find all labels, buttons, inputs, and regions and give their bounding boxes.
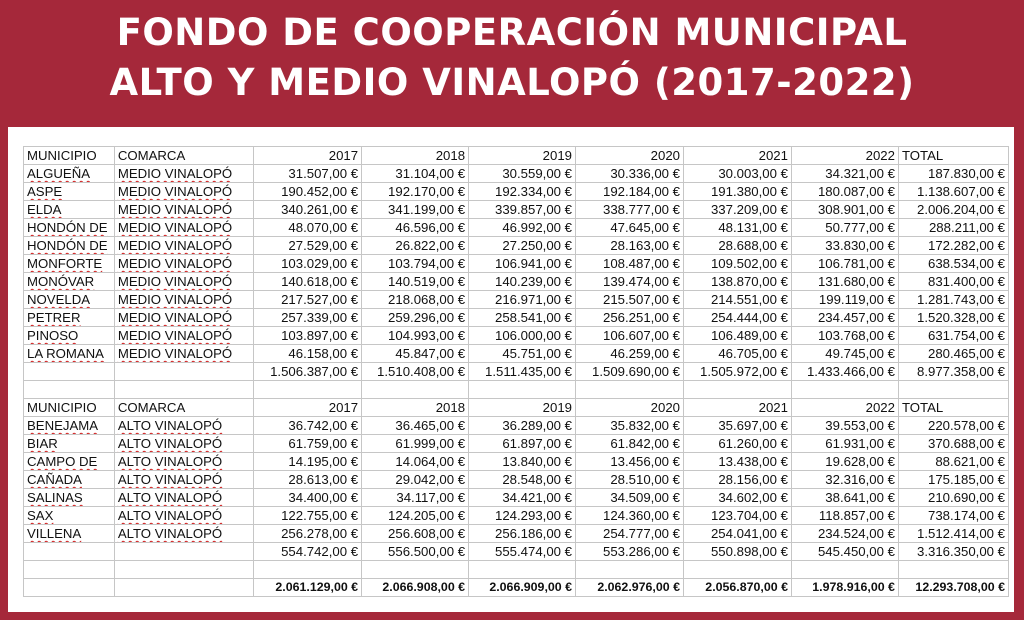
cell-total[interactable]: 631.754,00 € — [898, 327, 1008, 345]
cell-municipio-text: MONÓVAR — [27, 274, 95, 289]
header-comarca[interactable]: COMARCA — [114, 147, 253, 165]
cell-municipio[interactable] — [24, 309, 115, 327]
empty-cell[interactable] — [791, 561, 898, 579]
cell-y2019[interactable]: 106.941,00 € — [469, 255, 576, 273]
subtotal-y2018[interactable]: 556.500,00 € — [362, 543, 469, 561]
table-row — [24, 327, 1009, 345]
fund-table — [23, 146, 1009, 597]
cell-comarca-text: MEDIO VINALOPÓ — [117, 238, 233, 253]
cell-y2018[interactable]: 46.596,00 € — [362, 219, 469, 237]
cell-total[interactable]: 172.282,00 € — [898, 237, 1008, 255]
cell-y2018[interactable]: 34.117,00 € — [362, 489, 469, 507]
empty-cell[interactable] — [362, 561, 469, 579]
empty-cell[interactable] — [24, 543, 115, 561]
empty-cell[interactable] — [254, 381, 362, 399]
empty-cell[interactable] — [898, 381, 1008, 399]
cell-y2020[interactable]: 28.163,00 € — [576, 237, 684, 255]
cell-y2017[interactable]: 103.897,00 € — [254, 327, 362, 345]
cell-y2021[interactable]: 254.041,00 € — [684, 525, 792, 543]
cell-y2019[interactable]: 258.541,00 € — [469, 309, 576, 327]
cell-y2019[interactable]: 28.548,00 € — [469, 471, 576, 489]
cell-municipio[interactable] — [24, 345, 115, 363]
cell-y2018[interactable]: 103.794,00 € — [362, 255, 469, 273]
subtotal-y2022[interactable]: 1.433.466,00 € — [791, 363, 898, 381]
subtotal-y2020[interactable]: 553.286,00 € — [576, 543, 684, 561]
cell-comarca[interactable] — [114, 219, 253, 237]
cell-y2017[interactable]: 256.278,00 € — [254, 525, 362, 543]
cell-y2021[interactable]: 35.697,00 € — [684, 417, 792, 435]
cell-y2022[interactable]: 199.119,00 € — [791, 291, 898, 309]
cell-y2020[interactable]: 108.487,00 € — [576, 255, 684, 273]
cell-y2017[interactable]: 28.613,00 € — [254, 471, 362, 489]
cell-y2022[interactable]: 19.628,00 € — [791, 453, 898, 471]
cell-municipio[interactable] — [24, 471, 115, 489]
page-title — [0, 8, 1024, 108]
subtotal-y2019[interactable]: 1.511.435,00 € — [469, 363, 576, 381]
cell-y2022[interactable]: 234.524,00 € — [791, 525, 898, 543]
cell-y2017[interactable]: 34.400,00 € — [254, 489, 362, 507]
cell-comarca-text: MEDIO VINALOPÓ — [117, 220, 233, 235]
cell-total[interactable]: 280.465,00 € — [898, 345, 1008, 363]
cell-comarca[interactable] — [114, 183, 253, 201]
cell-y2020[interactable]: 46.259,00 € — [576, 345, 684, 363]
cell-y2022[interactable]: 49.745,00 € — [791, 345, 898, 363]
cell-municipio-text: HONDÓN DE — [27, 220, 108, 235]
cell-municipio-text: SAX — [27, 508, 54, 523]
cell-comarca[interactable] — [114, 435, 253, 453]
cell-y2018[interactable]: 104.993,00 € — [362, 327, 469, 345]
header-total[interactable]: TOTAL — [898, 399, 1008, 417]
cell-y2019[interactable]: 216.971,00 € — [469, 291, 576, 309]
table-row — [24, 183, 1009, 201]
empty-cell[interactable] — [469, 381, 576, 399]
table-row — [24, 417, 1009, 435]
empty-cell[interactable] — [24, 561, 115, 579]
cell-municipio-text: PINOSO — [27, 328, 79, 343]
header-municipio[interactable]: MUNICIPIO — [24, 147, 115, 165]
cell-y2021[interactable]: 138.870,00 € — [684, 273, 792, 291]
cell-municipio[interactable] — [24, 291, 115, 309]
cell-y2018[interactable]: 14.064,00 € — [362, 453, 469, 471]
empty-cell[interactable] — [114, 579, 253, 597]
cell-y2020[interactable]: 124.360,00 € — [576, 507, 684, 525]
cell-total[interactable]: 220.578,00 € — [898, 417, 1008, 435]
empty-row — [24, 381, 1009, 399]
cell-y2022[interactable]: 61.931,00 € — [791, 435, 898, 453]
cell-comarca-text: ALTO VINALOPÓ — [117, 526, 223, 541]
cell-comarca-text: ALTO VINALOPÓ — [117, 418, 223, 433]
cell-municipio[interactable] — [24, 219, 115, 237]
cell-municipio[interactable] — [24, 201, 115, 219]
header-y2021[interactable]: 2021 — [684, 399, 792, 417]
header-total[interactable]: TOTAL — [898, 147, 1008, 165]
table-row — [24, 435, 1009, 453]
cell-comarca-text: ALTO VINALOPÓ — [117, 454, 223, 469]
cell-y2020[interactable]: 34.509,00 € — [576, 489, 684, 507]
cell-y2017[interactable]: 257.339,00 € — [254, 309, 362, 327]
cell-y2022[interactable]: 32.316,00 € — [791, 471, 898, 489]
subtotal-total[interactable]: 3.316.350,00 € — [898, 543, 1008, 561]
empty-cell[interactable] — [898, 561, 1008, 579]
cell-y2019[interactable]: 36.289,00 € — [469, 417, 576, 435]
grand-total-row — [24, 579, 1009, 597]
subtotal-y2021[interactable]: 550.898,00 € — [684, 543, 792, 561]
cell-y2021[interactable]: 254.444,00 € — [684, 309, 792, 327]
cell-municipio-text: MONFORTE — [27, 256, 103, 271]
cell-y2020[interactable]: 35.832,00 € — [576, 417, 684, 435]
cell-comarca-text: MEDIO VINALOPÓ — [117, 202, 233, 217]
cell-y2019[interactable]: 34.421,00 € — [469, 489, 576, 507]
subtotal-row — [24, 363, 1009, 381]
cell-total[interactable]: 2.006.204,00 € — [898, 201, 1008, 219]
cell-y2020[interactable]: 106.607,00 € — [576, 327, 684, 345]
cell-y2021[interactable]: 337.209,00 € — [684, 201, 792, 219]
title-line-1: FONDO DE COOPERACIÓN MUNICIPAL — [116, 11, 908, 54]
cell-y2018[interactable]: 259.296,00 € — [362, 309, 469, 327]
empty-cell[interactable] — [24, 363, 115, 381]
subtotal-y2017[interactable]: 554.742,00 € — [254, 543, 362, 561]
cell-comarca-text: MEDIO VINALOPÓ — [117, 166, 233, 181]
cell-municipio-text: BIAR — [27, 436, 58, 451]
cell-municipio[interactable] — [24, 489, 115, 507]
cell-total[interactable]: 1.512.414,00 € — [898, 525, 1008, 543]
subtotal-y2022[interactable]: 545.450,00 € — [791, 543, 898, 561]
cell-comarca-text: MEDIO VINALOPÓ — [117, 184, 233, 199]
grand-total-y2022[interactable]: 1.978.916,00 € — [791, 579, 898, 597]
cell-y2021[interactable]: 13.438,00 € — [684, 453, 792, 471]
cell-total[interactable]: 175.185,00 € — [898, 471, 1008, 489]
cell-y2017[interactable]: 36.742,00 € — [254, 417, 362, 435]
cell-comarca[interactable] — [114, 345, 253, 363]
cell-y2018[interactable]: 140.519,00 € — [362, 273, 469, 291]
header-y2017[interactable]: 2017 — [254, 147, 362, 165]
cell-y2019[interactable]: 124.293,00 € — [469, 507, 576, 525]
cell-municipio[interactable] — [24, 525, 115, 543]
cell-y2017[interactable]: 122.755,00 € — [254, 507, 362, 525]
header-row — [24, 147, 1009, 165]
cell-total[interactable]: 738.174,00 € — [898, 507, 1008, 525]
header-y2022[interactable]: 2022 — [791, 399, 898, 417]
grand-total-y2021[interactable]: 2.056.870,00 € — [684, 579, 792, 597]
subtotal-y2018[interactable]: 1.510.408,00 € — [362, 363, 469, 381]
cell-y2020[interactable]: 30.336,00 € — [576, 165, 684, 183]
header-row — [24, 399, 1009, 417]
cell-y2019[interactable]: 27.250,00 € — [469, 237, 576, 255]
grand-total-y2017[interactable]: 2.061.129,00 € — [254, 579, 362, 597]
cell-municipio[interactable] — [24, 255, 115, 273]
cell-comarca-text: MEDIO VINALOPÓ — [117, 292, 233, 307]
cell-y2018[interactable]: 61.999,00 € — [362, 435, 469, 453]
cell-municipio[interactable] — [24, 273, 115, 291]
subtotal-total[interactable]: 8.977.358,00 € — [898, 363, 1008, 381]
cell-y2019[interactable]: 140.239,00 € — [469, 273, 576, 291]
subtotal-y2021[interactable]: 1.505.972,00 € — [684, 363, 792, 381]
cell-municipio-text: ALGUEÑA — [27, 166, 91, 181]
cell-municipio[interactable] — [24, 165, 115, 183]
cell-y2021[interactable]: 28.156,00 € — [684, 471, 792, 489]
cell-municipio-text: PETRER — [27, 310, 81, 325]
table-row — [24, 237, 1009, 255]
cell-total[interactable]: 288.211,00 € — [898, 219, 1008, 237]
cell-municipio-text: VILLENA — [27, 526, 82, 541]
cell-y2018[interactable]: 124.205,00 € — [362, 507, 469, 525]
table-row — [24, 273, 1009, 291]
cell-comarca-text: MEDIO VINALOPÓ — [117, 256, 233, 271]
empty-row — [24, 561, 1009, 579]
cell-comarca[interactable] — [114, 201, 253, 219]
table-row — [24, 453, 1009, 471]
table-row — [24, 489, 1009, 507]
cell-y2019[interactable]: 106.000,00 € — [469, 327, 576, 345]
cell-y2022[interactable]: 39.553,00 € — [791, 417, 898, 435]
empty-cell[interactable] — [114, 363, 253, 381]
table-row — [24, 309, 1009, 327]
table-body — [24, 147, 1009, 597]
header-y2021[interactable]: 2021 — [684, 147, 792, 165]
cell-comarca-text: ALTO VINALOPÓ — [117, 490, 223, 505]
grand-total-y2018[interactable]: 2.066.908,00 € — [362, 579, 469, 597]
cell-comarca[interactable] — [114, 417, 253, 435]
cell-y2022[interactable]: 38.641,00 € — [791, 489, 898, 507]
cell-total[interactable]: 831.400,00 € — [898, 273, 1008, 291]
cell-y2017[interactable]: 217.527,00 € — [254, 291, 362, 309]
header-y2017[interactable]: 2017 — [254, 399, 362, 417]
cell-total[interactable]: 1.281.743,00 € — [898, 291, 1008, 309]
empty-cell[interactable] — [24, 381, 115, 399]
cell-comarca[interactable] — [114, 525, 253, 543]
cell-total[interactable]: 88.621,00 € — [898, 453, 1008, 471]
empty-cell[interactable] — [114, 561, 253, 579]
cell-y2022[interactable]: 50.777,00 € — [791, 219, 898, 237]
cell-y2021[interactable]: 34.602,00 € — [684, 489, 792, 507]
cell-y2019[interactable]: 256.186,00 € — [469, 525, 576, 543]
cell-y2022[interactable]: 34.321,00 € — [791, 165, 898, 183]
header-comarca[interactable]: COMARCA — [114, 399, 253, 417]
cell-y2021[interactable]: 106.489,00 € — [684, 327, 792, 345]
cell-y2022[interactable]: 131.680,00 € — [791, 273, 898, 291]
spreadsheet — [8, 127, 1014, 612]
cell-municipio-text: NOVELDA — [27, 292, 91, 307]
cell-municipio[interactable] — [24, 183, 115, 201]
empty-cell[interactable] — [684, 381, 792, 399]
cell-y2022[interactable]: 308.901,00 € — [791, 201, 898, 219]
cell-y2020[interactable]: 254.777,00 € — [576, 525, 684, 543]
cell-y2022[interactable]: 106.781,00 € — [791, 255, 898, 273]
cell-municipio[interactable] — [24, 453, 115, 471]
cell-y2018[interactable]: 36.465,00 € — [362, 417, 469, 435]
table-row — [24, 471, 1009, 489]
cell-municipio-text: LA ROMANA — [27, 346, 104, 361]
cell-total[interactable]: 370.688,00 € — [898, 435, 1008, 453]
cell-comarca[interactable] — [114, 507, 253, 525]
cell-comarca-text: MEDIO VINALOPÓ — [117, 310, 233, 325]
cell-comarca[interactable] — [114, 309, 253, 327]
cell-y2017[interactable]: 103.029,00 € — [254, 255, 362, 273]
table-row — [24, 219, 1009, 237]
cell-comarca-text: ALTO VINALOPÓ — [117, 508, 223, 523]
cell-comarca[interactable] — [114, 273, 253, 291]
empty-cell[interactable] — [576, 561, 684, 579]
header-y2022[interactable]: 2022 — [791, 147, 898, 165]
cell-total[interactable]: 1.138.607,00 € — [898, 183, 1008, 201]
cell-municipio-text: BENEJAMA — [27, 418, 99, 433]
empty-cell[interactable] — [114, 381, 253, 399]
table-row — [24, 345, 1009, 363]
cell-municipio-text: CAMPO DE — [27, 454, 98, 469]
header-y2019[interactable]: 2019 — [469, 147, 576, 165]
cell-comarca[interactable] — [114, 327, 253, 345]
cell-y2017[interactable]: 61.759,00 € — [254, 435, 362, 453]
cell-comarca-text: ALTO VINALOPÓ — [117, 436, 223, 451]
cell-y2022[interactable]: 234.457,00 € — [791, 309, 898, 327]
table-row — [24, 291, 1009, 309]
cell-total[interactable]: 187.830,00 € — [898, 165, 1008, 183]
cell-y2018[interactable]: 192.170,00 € — [362, 183, 469, 201]
subtotal-y2020[interactable]: 1.509.690,00 € — [576, 363, 684, 381]
table-row — [24, 165, 1009, 183]
cell-y2020[interactable]: 61.842,00 € — [576, 435, 684, 453]
cell-y2020[interactable]: 13.456,00 € — [576, 453, 684, 471]
grand-total-y2020[interactable]: 2.062.976,00 € — [576, 579, 684, 597]
cell-y2018[interactable]: 256.608,00 € — [362, 525, 469, 543]
table-row — [24, 507, 1009, 525]
cell-y2019[interactable]: 45.751,00 € — [469, 345, 576, 363]
cell-comarca[interactable] — [114, 291, 253, 309]
cell-municipio-text: ELDA — [27, 202, 62, 217]
empty-cell[interactable] — [24, 579, 115, 597]
cell-comarca-text: ALTO VINALOPÓ — [117, 472, 223, 487]
cell-municipio-text: HONDÓN DE — [27, 238, 108, 253]
cell-y2017[interactable]: 48.070,00 € — [254, 219, 362, 237]
cell-y2021[interactable]: 61.260,00 € — [684, 435, 792, 453]
cell-comarca-text: MEDIO VINALOPÓ — [117, 328, 233, 343]
cell-y2018[interactable]: 218.068,00 € — [362, 291, 469, 309]
cell-comarca-text: MEDIO VINALOPÓ — [117, 346, 233, 361]
cell-y2017[interactable]: 46.158,00 € — [254, 345, 362, 363]
cell-y2018[interactable]: 45.847,00 € — [362, 345, 469, 363]
cell-comarca[interactable] — [114, 453, 253, 471]
cell-municipio-text: ASPE — [27, 184, 63, 199]
cell-y2018[interactable]: 31.104,00 € — [362, 165, 469, 183]
cell-municipio[interactable] — [24, 417, 115, 435]
cell-comarca[interactable] — [114, 165, 253, 183]
cell-y2019[interactable]: 339.857,00 € — [469, 201, 576, 219]
cell-y2017[interactable]: 27.529,00 € — [254, 237, 362, 255]
cell-total[interactable]: 1.520.328,00 € — [898, 309, 1008, 327]
cell-y2017[interactable]: 340.261,00 € — [254, 201, 362, 219]
cell-total[interactable]: 638.534,00 € — [898, 255, 1008, 273]
empty-cell[interactable] — [684, 561, 792, 579]
subtotal-y2019[interactable]: 555.474,00 € — [469, 543, 576, 561]
cell-comarca[interactable] — [114, 237, 253, 255]
title-line-2: ALTO Y MEDIO VINALOPÓ (2017-2022) — [109, 61, 915, 104]
cell-y2020[interactable]: 256.251,00 € — [576, 309, 684, 327]
cell-y2020[interactable]: 139.474,00 € — [576, 273, 684, 291]
cell-y2020[interactable]: 47.645,00 € — [576, 219, 684, 237]
cell-y2020[interactable]: 215.507,00 € — [576, 291, 684, 309]
cell-municipio[interactable] — [24, 507, 115, 525]
cell-y2021[interactable]: 123.704,00 € — [684, 507, 792, 525]
cell-municipio-text: CAÑADA — [27, 472, 82, 487]
empty-cell[interactable] — [362, 381, 469, 399]
header-municipio[interactable]: MUNICIPIO — [24, 399, 115, 417]
cell-y2022[interactable]: 118.857,00 € — [791, 507, 898, 525]
cell-municipio[interactable] — [24, 237, 115, 255]
table-row — [24, 201, 1009, 219]
table-row — [24, 255, 1009, 273]
cell-y2017[interactable]: 31.507,00 € — [254, 165, 362, 183]
cell-municipio-text: SALINAS — [27, 490, 83, 505]
empty-cell[interactable] — [791, 381, 898, 399]
cell-total[interactable]: 210.690,00 € — [898, 489, 1008, 507]
subtotal-y2017[interactable]: 1.506.387,00 € — [254, 363, 362, 381]
subtotal-row — [24, 543, 1009, 561]
cell-y2022[interactable]: 33.830,00 € — [791, 237, 898, 255]
cell-comarca-text: MEDIO VINALOPÓ — [117, 274, 233, 289]
cell-y2021[interactable]: 48.131,00 € — [684, 219, 792, 237]
cell-municipio[interactable] — [24, 435, 115, 453]
header-y2020[interactable]: 2020 — [576, 147, 684, 165]
header-y2018[interactable]: 2018 — [362, 399, 469, 417]
cell-y2017[interactable]: 190.452,00 € — [254, 183, 362, 201]
cell-y2017[interactable]: 14.195,00 € — [254, 453, 362, 471]
cell-comarca[interactable] — [114, 255, 253, 273]
cell-y2021[interactable]: 46.705,00 € — [684, 345, 792, 363]
cell-y2022[interactable]: 103.768,00 € — [791, 327, 898, 345]
empty-cell[interactable] — [469, 561, 576, 579]
cell-municipio[interactable] — [24, 327, 115, 345]
grand-total-total[interactable]: 12.293.708,00 € — [898, 579, 1008, 597]
grand-total-y2019[interactable]: 2.066.909,00 € — [469, 579, 576, 597]
cell-y2019[interactable]: 30.559,00 € — [469, 165, 576, 183]
cell-y2020[interactable]: 338.777,00 € — [576, 201, 684, 219]
cell-comarca[interactable] — [114, 489, 253, 507]
header-y2019[interactable]: 2019 — [469, 399, 576, 417]
cell-y2022[interactable]: 180.087,00 € — [791, 183, 898, 201]
cell-y2020[interactable]: 28.510,00 € — [576, 471, 684, 489]
empty-cell[interactable] — [114, 543, 253, 561]
cell-y2021[interactable]: 109.502,00 € — [684, 255, 792, 273]
cell-y2018[interactable]: 341.199,00 € — [362, 201, 469, 219]
table-row — [24, 525, 1009, 543]
header-y2018[interactable]: 2018 — [362, 147, 469, 165]
cell-y2017[interactable]: 140.618,00 € — [254, 273, 362, 291]
cell-y2021[interactable]: 191.380,00 € — [684, 183, 792, 201]
cell-y2018[interactable]: 29.042,00 € — [362, 471, 469, 489]
cell-y2020[interactable]: 192.184,00 € — [576, 183, 684, 201]
cell-y2021[interactable]: 30.003,00 € — [684, 165, 792, 183]
header-y2020[interactable]: 2020 — [576, 399, 684, 417]
cell-y2019[interactable]: 46.992,00 € — [469, 219, 576, 237]
cell-y2019[interactable]: 192.334,00 € — [469, 183, 576, 201]
cell-y2018[interactable]: 26.822,00 € — [362, 237, 469, 255]
cell-y2019[interactable]: 13.840,00 € — [469, 453, 576, 471]
empty-cell[interactable] — [254, 561, 362, 579]
empty-cell[interactable] — [576, 381, 684, 399]
cell-y2021[interactable]: 28.688,00 € — [684, 237, 792, 255]
cell-comarca[interactable] — [114, 471, 253, 489]
cell-y2021[interactable]: 214.551,00 € — [684, 291, 792, 309]
cell-y2019[interactable]: 61.897,00 € — [469, 435, 576, 453]
